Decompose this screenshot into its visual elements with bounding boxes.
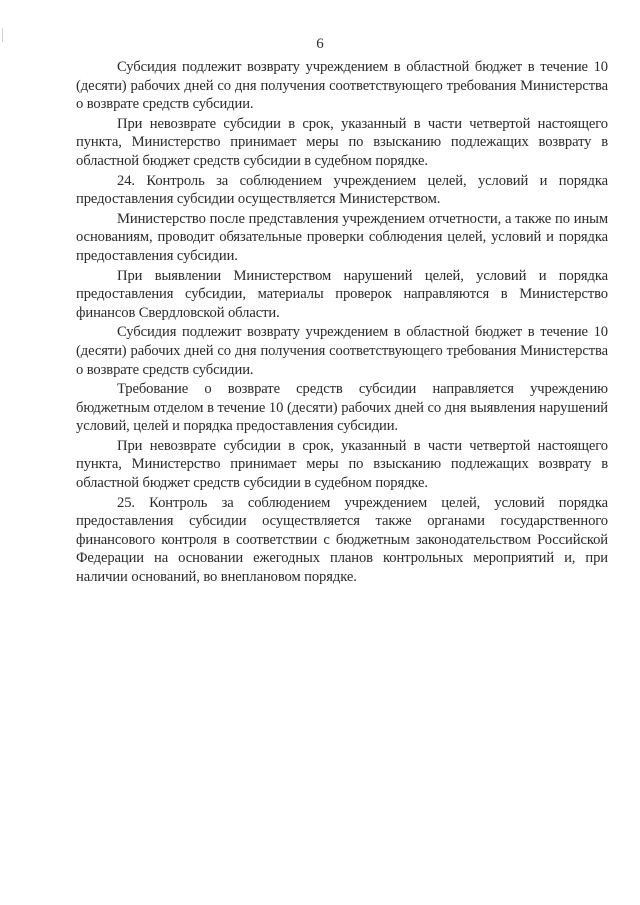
paragraph-item-24-control: 24. Контроль за соблюдением учреждением целей, условий и порядка предоставления субсидии осуществляется Министерством. <box>76 172 608 208</box>
paragraph-subsidy-return: Субсидия подлежит возврату учреждением в областной бюджет в течение 10 (десяти) рабочих дней со дня получения соответствующего требования Министерства о возврате средств субсидии. <box>76 59 608 113</box>
paragraph-item-25-state-control: 25. Контроль за соблюдением учреждением целей, условий порядка предоставления субсидии осуществляется также органами государственного финансового контроля в соответствии с бюджетным законодательством Российской Федерации на основании ежегодных планов контрольных мероприятий и, при наличии оснований, во внеплановом порядке. <box>76 494 608 586</box>
paragraph-return-demand: Требование о возврате средств субсидии направляется учреждению бюджетным отделом в течение 10 (десяти) рабочих дней со дня выявления нарушений условий, целей и порядка предоставления субсидии. <box>76 381 608 435</box>
page-number: 6 <box>316 36 324 52</box>
paragraph-subsidy-return-2: Субсидия подлежит возврату учреждением в областной бюджет в течение 10 (десяти) рабочих дней со дня получения соответствующего требования Министерства о возврате средств субсидии. <box>76 324 608 378</box>
paragraph-violations-materials: При выявлении Министерством нарушений целей, условий и порядка предоставления субсидии, материалы проверок направляются в Министерство финансов Свердловской области. <box>76 267 608 321</box>
document-body <box>76 58 608 587</box>
paragraph-non-return-measures: При невозврате субсидии в срок, указанный в части четвертой настоящего пункта, Министерство принимает меры по взысканию подлежащих возврату в областной бюджет средств субсидии в судебном порядке. <box>76 115 608 169</box>
paragraph-non-return-measures-2: При невозврате субсидии в срок, указанный в части четвертой настоящего пункта, Министерство принимает меры по взысканию подлежащих возврату в областной бюджет средств субсидии в судебном порядке. <box>76 437 608 492</box>
paragraph-ministry-checks: Министерство после представления учреждением отчетности, а также по иным основаниям, проводит обязательные проверки соблюдения целей, условий и порядка предоставления субсидии. <box>76 210 608 264</box>
